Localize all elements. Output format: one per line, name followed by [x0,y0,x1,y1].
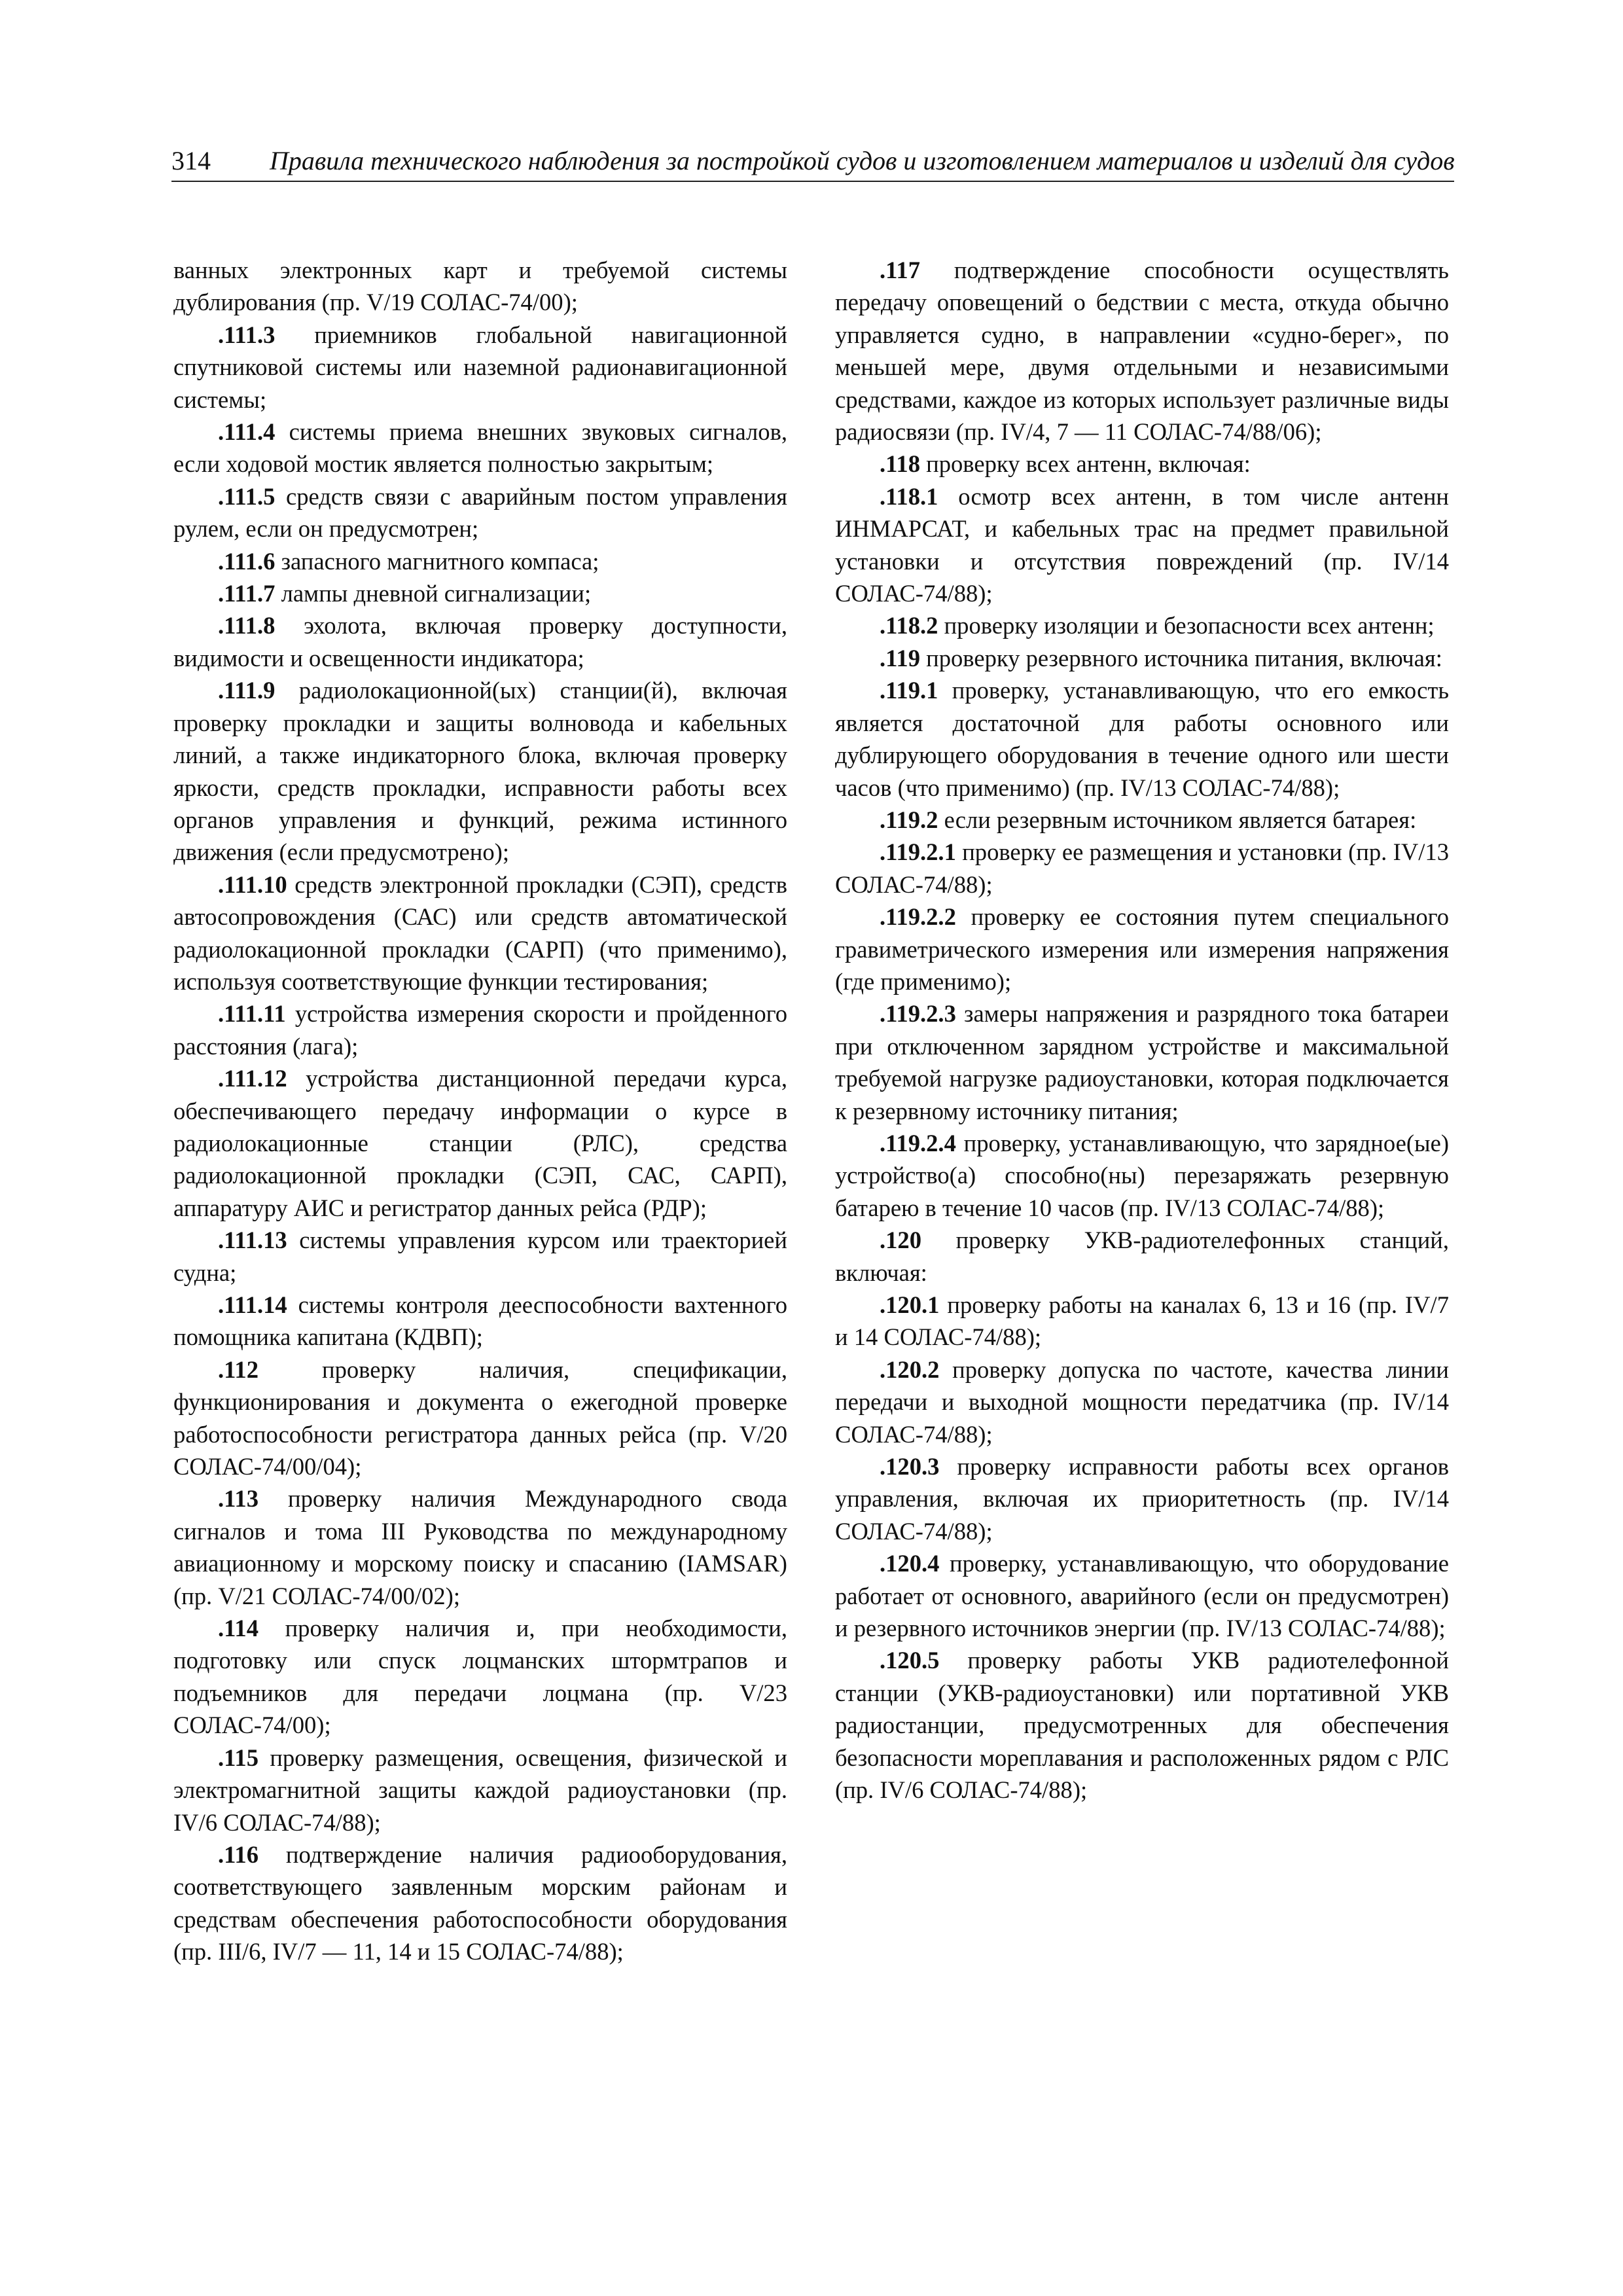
paragraph [835,1289,1449,1354]
item-text: лампы дневной сигнализации; [275,580,592,607]
item-text: приемников глобальной навигационной спутниковой системы или наземной радионавигационной системы; [173,321,787,413]
item-number: .116 [218,1840,259,1868]
paragraph [835,804,1449,836]
item-text: проверку, устанавливающую, что зарядное(ые) устройство(а) способно(ны) перезаряжать резервную батарею в течение 10 часов (пр. IV/13 СОЛАС-74/88); [835,1129,1449,1221]
item-number: .111.8 [218,612,276,639]
paragraph [173,254,787,319]
paragraph [835,480,1449,610]
paragraph [835,642,1449,674]
item-text: проверку работы УКВ радиотелефонной станции (УКВ-радиоустановки) или портативной УКВ радиостанции, предусмотренных для обеспечения безопасности мореплавания и расположенных рядом с РЛС (пр. IV/6 СОЛАС-74/88); [835,1647,1449,1804]
item-number: .120 [880,1227,922,1254]
item-text: проверку ее размещения и установки (пр. IV/13 СОЛАС-74/88); [835,838,1449,898]
right-column [835,254,1449,1806]
paragraph [835,1547,1449,1644]
item-text: подтверждение наличия радиооборудования, соответствующего заявленным морским районам и средствам обеспечения работоспособности оборудования (пр. III/6, IV/7 — 11, 14 и 15 СОЛАС-74/88); [173,1840,787,1965]
paragraph [173,1062,787,1224]
item-number: .119.2.1 [880,838,956,866]
item-number: .111.7 [218,580,276,607]
item-text: подтверждение способности осуществлять передачу оповещений о бедствии с места, откуда обычно управляется судно, в направлении «судно-берег», по меньшей мере, двумя отдельными и независимыми средствами, каждое из которых использует различные виды радиосвязи (пр. IV/4, 7 — 11 СОЛАС-74/88/06); [835,257,1449,446]
item-text: системы приема внешних звуковых сигналов, если ходовой мостик является полностью закрытым; [173,418,787,478]
paragraph [173,577,787,609]
item-number: .120.3 [880,1453,940,1480]
paragraph [173,609,787,674]
item-number: .119.2.2 [880,903,956,931]
paragraph [173,1354,787,1483]
item-text: проверку всех антенн, включая: [920,450,1251,478]
item-number: .120.4 [880,1550,940,1577]
item-text: ванных электронных карт и требуемой системы дублирования (пр. V/19 СОЛАС-74/00); [173,257,787,316]
paragraph [835,609,1449,641]
item-number: .112 [218,1355,259,1383]
item-number: .120.1 [880,1291,940,1318]
paragraph [835,836,1449,901]
item-number: .111.9 [218,677,276,704]
item-number: .117 [880,257,920,283]
paragraph [173,1839,787,1968]
paragraph [835,1450,1449,1547]
item-number: .113 [218,1485,259,1513]
item-text: проверку исправности работы всех органов управления, включая их приоритетность (пр. IV/14 СОЛАС-74/88); [835,1453,1449,1545]
item-number: .114 [218,1615,259,1642]
item-text: эхолота, включая проверку доступности, видимости и освещенности индикатора; [173,612,787,672]
item-number: .111.4 [218,418,276,446]
item-number: .120.5 [880,1647,940,1674]
item-text: замеры напряжения и разрядного тока батареи при отключенном зарядном устройстве и максимальной требуемой нагрузке радиоустановки, которая подключается к резервному источнику питания; [835,1000,1449,1124]
page-number: 314 [171,146,211,175]
item-text: проверку ее состояния путем специального гравиметрического измерения или измерения напряжения (где применимо); [835,903,1449,995]
item-text: системы управления курсом или траекторией судна; [173,1227,787,1286]
item-text: устройства дистанционной передачи курса, обеспечивающего передачу информации о курсе в радиолокационные станции (РЛС), средства радиолокационной прокладки (СЭП, САС, САРП), аппаратуру АИС и регистратор данных рейса (РДР); [173,1065,787,1221]
item-number: .111.11 [218,1000,286,1028]
paragraph [173,545,787,577]
item-text: системы контроля дееспособности вахтенного помощника капитана (КДВП); [173,1291,787,1351]
paragraph [173,1289,787,1354]
paragraph [835,254,1449,448]
item-number: .111.5 [218,482,276,510]
item-text: проверку допуска по частоте, качества линии передачи и выходной мощности передатчика (пр. IV/14 СОЛАС-74/88); [835,1355,1449,1448]
item-number: .118 [880,450,920,478]
item-text: проверку наличия и, при необходимости, подготовку или спуск лоцманских штормтрапов и подъемников для передачи лоцмана (пр. V/23 СОЛАС-74/00); [173,1615,787,1739]
paragraph [173,1742,787,1839]
paragraph [173,869,787,998]
item-number: .111.3 [218,321,276,348]
item-number: .118.2 [880,612,938,639]
paragraph [173,674,787,868]
paragraph [173,1612,787,1742]
item-number: .118.1 [880,482,938,510]
item-text: если резервным источником является батарея: [938,806,1417,833]
paragraph [835,1224,1449,1289]
paragraph [835,901,1449,997]
item-text: устройства измерения скорости и пройденного расстояния (лага); [173,1000,787,1060]
item-text: средств связи с аварийным постом управления рулем, если он предусмотрен; [173,482,787,543]
item-text: проверку наличия Международного свода сигналов и тома III Руководства по международному авиационному и морскому поиску и спасанию (IAMSAR) (пр. V/21 СОЛАС-74/00/02); [173,1485,787,1609]
paragraph [173,1482,787,1612]
paragraph [173,1224,787,1289]
item-text: проверку работы на каналах 6, 13 и 16 (пр. IV/7 и 14 СОЛАС-74/88); [835,1291,1449,1351]
left-column [173,254,787,1968]
item-text: проверку УКВ-радиотелефонных станций, включая: [835,1227,1449,1286]
item-number: .111.13 [218,1227,287,1254]
paragraph [173,416,787,480]
paragraph [835,1127,1449,1224]
page-header [171,143,1454,182]
item-text: проверку, устанавливающую, что оборудование работает от основного, аварийного (если он предусмотрен) и резервного источников энергии (пр. IV/13 СОЛАС-74/88); [835,1550,1449,1642]
item-text: осмотр всех антенн, в том числе антенн ИНМАРСАТ, и кабельных трас на предмет правильной установки и отсутствия повреждений (пр. IV/14 СОЛАС-74/88); [835,482,1449,607]
paragraph [835,997,1449,1127]
item-number: .119 [880,644,920,672]
item-number: .119.2.4 [880,1129,956,1157]
paragraph [835,448,1449,480]
item-number: .115 [218,1744,259,1771]
paragraph [173,480,787,545]
item-text: запасного магнитного компаса; [275,547,599,575]
item-text: средств электронной прокладки (СЭП), средств автосопровождения (САС) или средств автоматической радиолокационной прокладки (САРП) (что применимо), используя соответствующие функции тестирования; [173,870,787,995]
paragraph [835,674,1449,804]
item-number: .119.1 [880,677,938,704]
item-number: .111.14 [218,1291,287,1318]
item-number: .111.10 [218,870,287,898]
item-text: проверку, устанавливающую, что его емкость является достаточной для работы основного или дублирующего оборудования в течение одного или шести часов (что применимо) (пр. IV/13 СОЛАС-74/88); [835,677,1449,801]
item-text: проверку наличия, спецификации, функционирования и документа о ежегодной проверке работоспособности регистратора данных рейса (пр. V/20 СОЛАС-74/00/04); [173,1355,787,1480]
item-number: .111.6 [218,547,276,575]
item-number: .119.2.3 [880,1000,956,1028]
running-title: Правила технического наблюдения за постройкой судов и изготовлением материалов и изделий для судов [270,146,1455,175]
item-number: .119.2 [880,806,938,833]
item-text: проверку размещения, освещения, физической и электромагнитной защиты каждой радиоустановки (пр. IV/6 СОЛАС-74/88); [173,1744,787,1836]
item-text: радиолокационной(ых) станции(й), включая проверку прокладки и защиты волновода и кабельных линий, а также индикаторного блока, включая проверку яркости, средств прокладки, исправности работы всех органов управления и функций, режима истинного движения (если предусмотрено); [173,677,787,866]
paragraph [173,997,787,1062]
paragraph [835,1644,1449,1806]
paragraph [173,319,787,416]
item-number: .111.12 [218,1065,287,1092]
paragraph [835,1354,1449,1450]
item-number: .120.2 [880,1355,940,1383]
item-text: проверку изоляции и безопасности всех антенн; [938,612,1435,639]
item-text: проверку резервного источника питания, включая: [920,644,1442,672]
